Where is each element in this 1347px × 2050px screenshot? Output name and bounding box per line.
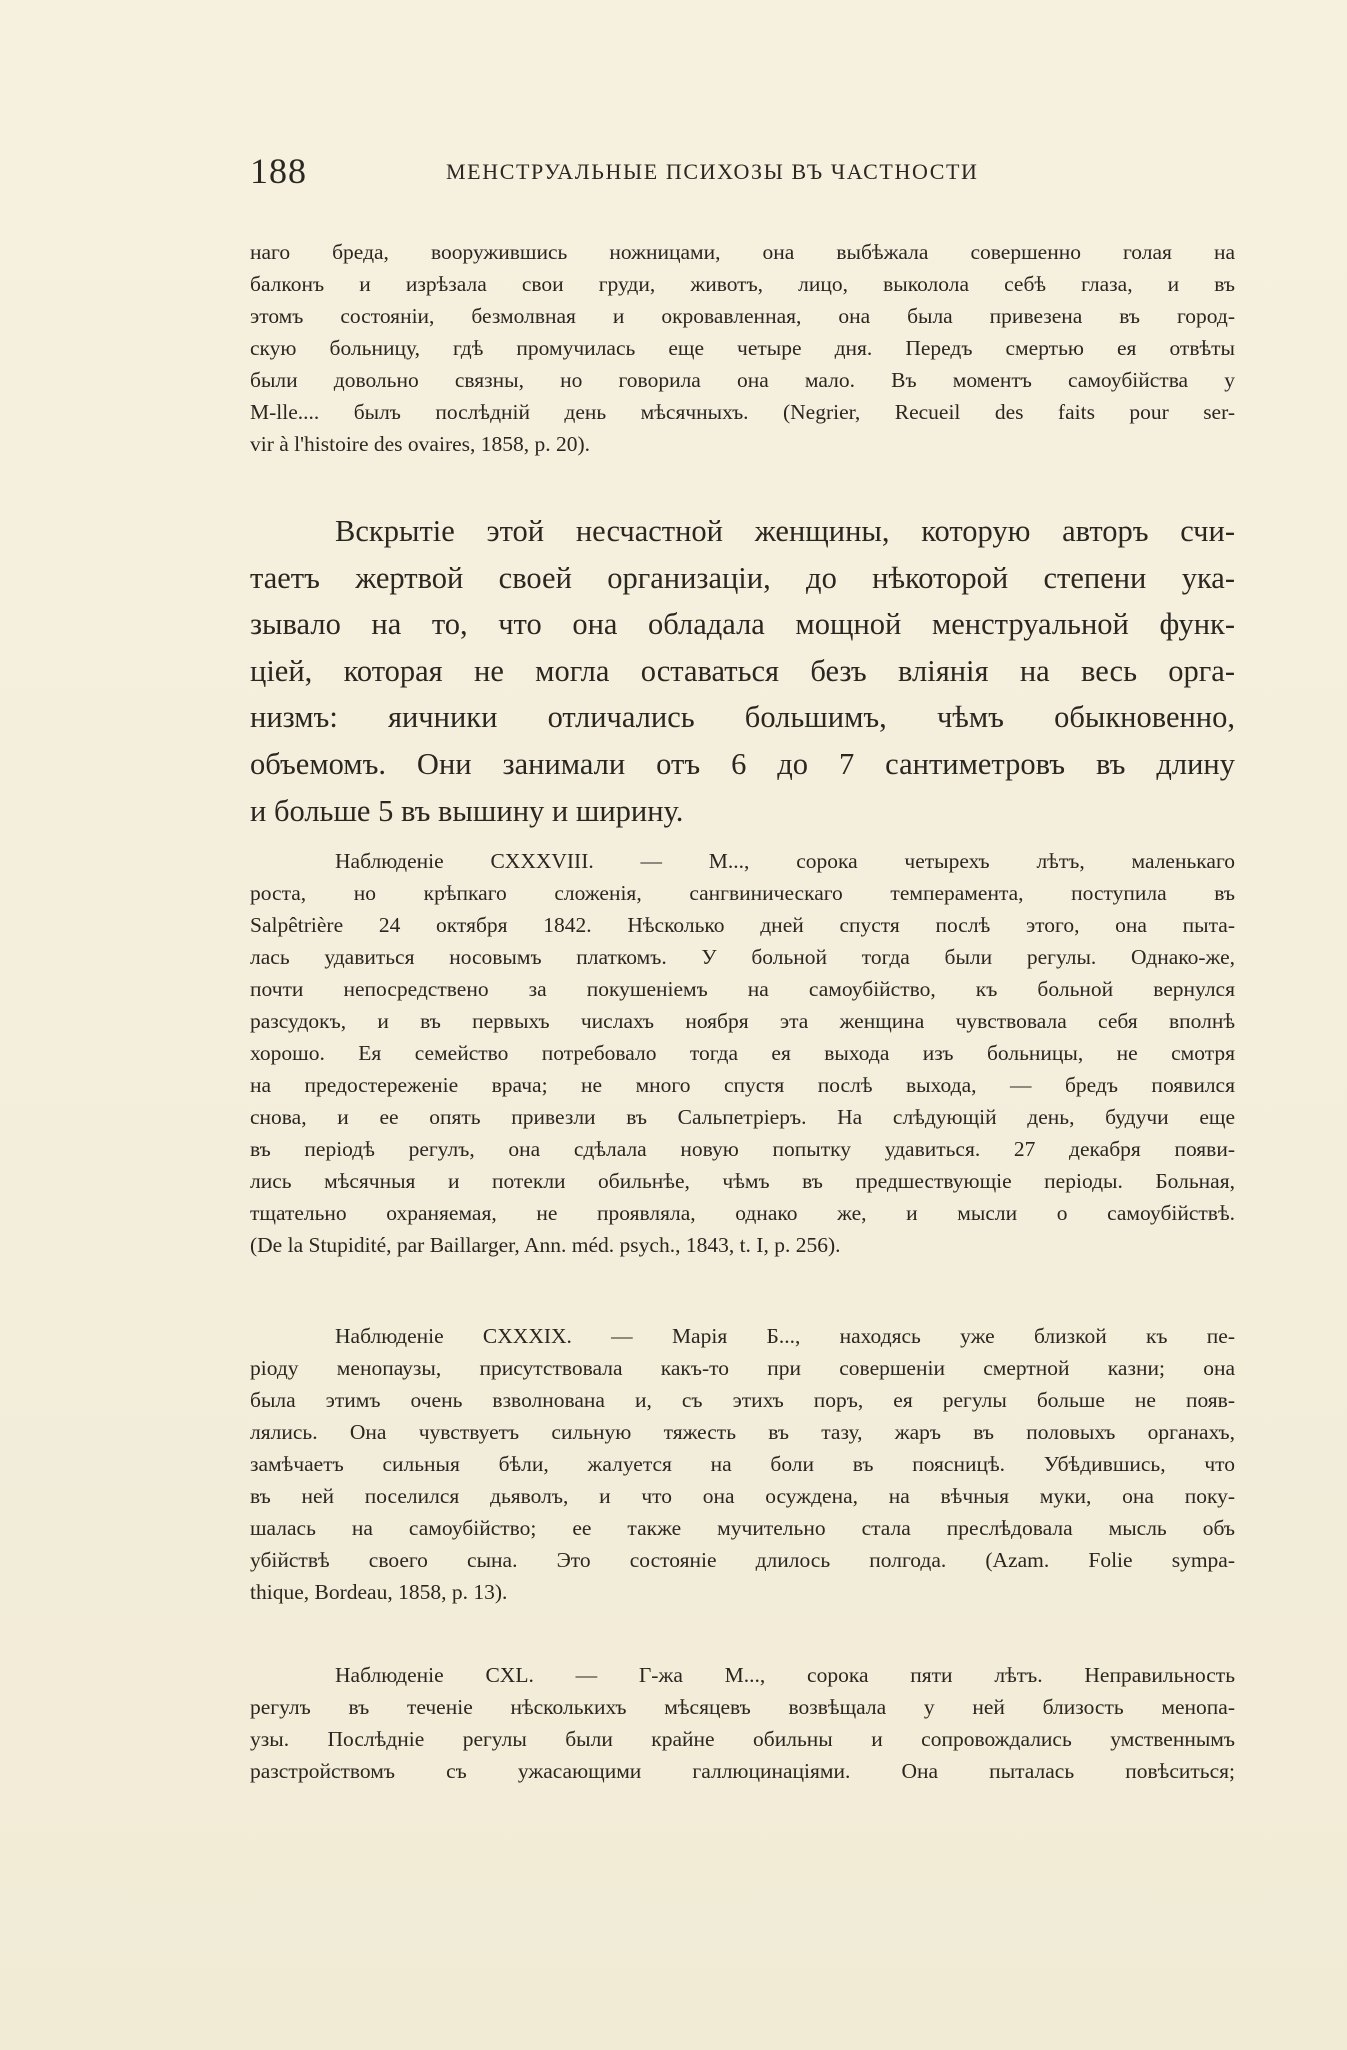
- text-line: зывало на то, что она обладала мощной менструальной функ-: [250, 607, 1235, 642]
- page-number: 188: [250, 151, 307, 191]
- text-line: хорошо. Ея семейство потребовало тогда ея выхода изъ больницы, не смотря: [250, 1041, 1235, 1065]
- text-line: ріоду менопаузы, присутствовала какъ-то при совершеніи смертной казни; она: [250, 1356, 1235, 1380]
- text-line: ціей, которая не могла оставаться безъ вліянія на весь орга-: [250, 653, 1235, 688]
- text-line: лялись. Она чувствуетъ сильную тяжесть въ тазу, жаръ въ половыхъ органахъ,: [250, 1420, 1235, 1444]
- text-line: таетъ жертвой своей организаціи, до нѣкоторой степени ука-: [250, 560, 1235, 595]
- footnote-continuation: [250, 236, 1235, 460]
- text-line: Salpêtrière 24 октября 1842. Нѣсколько дней спустя послѣ этого, она пыта-: [250, 913, 1235, 937]
- observation-heading-line: Наблюденіе CXXXVIII. — М..., сорока четырехъ лѣтъ, маленькаго: [335, 849, 1235, 873]
- text-line: низмъ: яичники отличались большимъ, чѣмъ обыкновенно,: [250, 700, 1235, 735]
- text-line: (De la Stupidité, par Baillarger, Ann. méd. psych., 1843, t. I, p. 256).: [250, 1233, 841, 1257]
- observation-cxxxviii: [250, 845, 1235, 1261]
- text-line: убійствѣ своего сына. Это состояніе длилось полгода. (Azam. Folie sympa-: [250, 1548, 1235, 1572]
- text-line: узы. Послѣдніе регулы были крайне обильны и сопровождались умственнымъ: [250, 1727, 1235, 1751]
- text-line: роста, но крѣпкаго сложенія, сангвиническаго темперамента, поступила въ: [250, 881, 1235, 905]
- text-line: лась удавиться носовымъ платкомъ. У больной тогда были регулы. Однако-же,: [250, 945, 1235, 969]
- text-line: почти непосредствено за покушеніемъ на самоубійство, къ больной вернулся: [250, 977, 1235, 1001]
- running-head: МЕНСТРУАЛЬНЫЕ ПСИХОЗЫ ВЪ ЧАСТНОСТИ: [446, 159, 979, 184]
- text-line: разсудокъ, и въ первыхъ числахъ ноября эта женщина чувствовала себя вполнѣ: [250, 1009, 1235, 1033]
- text-line: этомъ состояніи, безмолвная и окровавленная, она была привезена въ город-: [250, 304, 1235, 328]
- text-line: наго бреда, вооружившись ножницами, она выбѣжала совершенно голая на: [250, 240, 1235, 264]
- text-line: Вскрытіе этой несчастной женщины, которую авторъ счи-: [335, 514, 1235, 548]
- text-line: замѣчаетъ сильныя бѣли, жалуется на боли въ поясницѣ. Убѣдившись, что: [250, 1452, 1235, 1476]
- text-line: была этимъ очень взволнована и, съ этихъ поръ, ея регулы больше не появ-: [250, 1388, 1235, 1412]
- text-line: балконъ и изрѣзала свои груди, животъ, лицо, выколола себѣ глаза, и въ: [250, 272, 1235, 296]
- text-line: шалась на самоубійство; ее также мучительно стала преслѣдовала мысль объ: [250, 1516, 1235, 1540]
- text-line: разстройствомъ съ ужасающими галлюцинаціями. Она пыталась повѣситься;: [250, 1759, 1235, 1783]
- text-line: thique, Bordeau, 1858, p. 13).: [250, 1580, 508, 1604]
- text-line: объемомъ. Они занимали отъ 6 до 7 сантиметровъ въ длину: [250, 746, 1235, 781]
- observation-heading-line: Наблюденіе CXL. — Г-жа М..., сорока пяти лѣтъ. Неправильность: [335, 1663, 1235, 1687]
- text-line: тщательно охраняемая, не проявляла, однако же, и мысли о самоубійствѣ.: [250, 1201, 1235, 1225]
- text-line: скую больницу, гдѣ промучилась еще четыре дня. Передъ смертью ея отвѣты: [250, 336, 1235, 360]
- observation-heading-line: Наблюденіе CXXXIX. — Марія Б..., находясь уже близкой къ пе-: [335, 1324, 1235, 1348]
- text-line: лись мѣсячныя и потекли обильнѣе, чѣмъ въ предшествующіе періоды. Больная,: [250, 1169, 1235, 1193]
- observation-cxxxix: [250, 1320, 1235, 1608]
- text-line: въ періодѣ регулъ, она сдѣлала новую попытку удавиться. 27 декабря появи-: [250, 1137, 1235, 1161]
- text-line: были довольно связны, но говорила она мало. Въ моментъ самоубійства у: [250, 368, 1235, 392]
- text-line: vir à l'histoire des ovaires, 1858, p. 20).: [250, 432, 591, 456]
- text-line: и больше 5 въ вышину и ширину.: [250, 793, 684, 828]
- main-paragraph: [250, 508, 1235, 834]
- text-line: регулъ въ теченіе нѣсколькихъ мѣсяцевъ возвѣщала у ней близость менопа-: [250, 1695, 1235, 1719]
- observation-cxl: [250, 1659, 1235, 1787]
- text-line: въ ней поселился дьяволъ, и что она осуждена, на вѣчныя муки, она поку-: [250, 1484, 1235, 1508]
- text-line: снова, и ее опять привезли въ Сальпетріеръ. На слѣдующій день, будучи еще: [250, 1105, 1235, 1129]
- text-line: M-lle.... былъ послѣдній день мѣсячныхъ. (Negrier, Recueil des faits pour ser-: [250, 400, 1235, 424]
- page-header: [250, 150, 1105, 194]
- text-line: на предостереженіе врача; не много спустя послѣ выхода, — бредъ появился: [250, 1073, 1235, 1097]
